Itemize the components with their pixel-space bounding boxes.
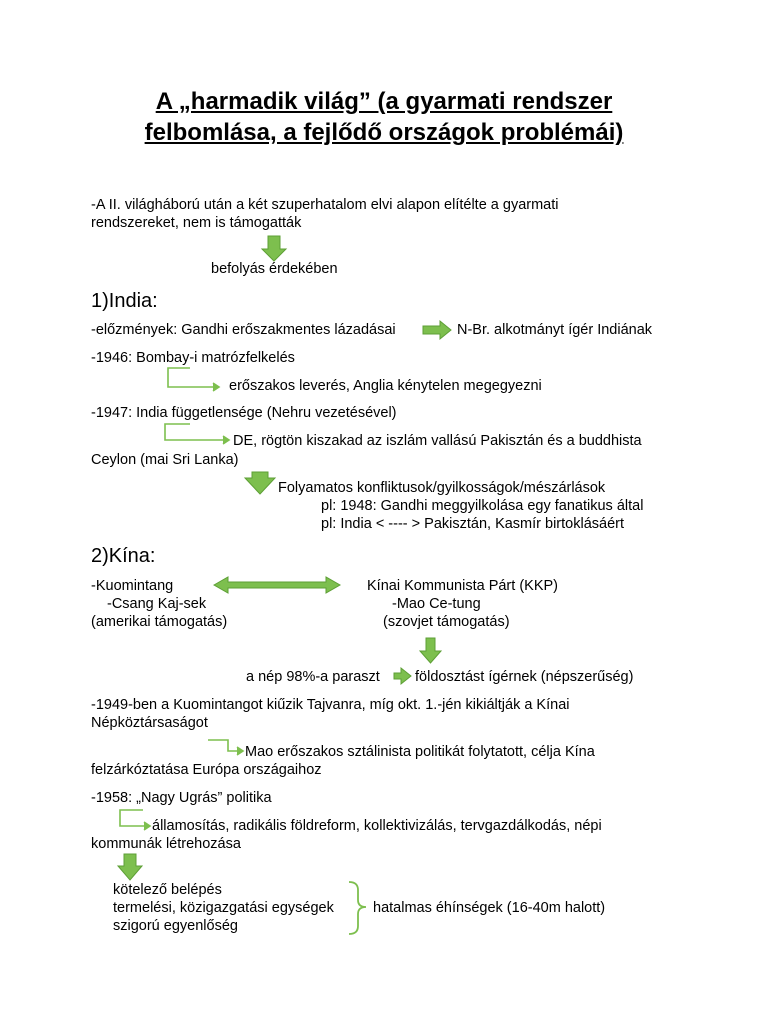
- india-1947-result-1: DE, rögtön kiszakad az iszlám vallású Pakisztán és a buddhista: [233, 433, 642, 449]
- china-peasants: a nép 98%-a paraszt: [246, 669, 380, 685]
- curly-brace-icon: [349, 882, 366, 934]
- china-land-promise: földosztást ígérnek (népszerűség): [415, 669, 634, 685]
- china-famine: hatalmas éhínségek (16-40m halott): [373, 900, 606, 916]
- china-right-3: (szovjet támogatás): [383, 614, 510, 630]
- double-arrow-icon: [214, 577, 340, 593]
- china-1949-line-1: -1949-ben a Kuomintangot kiűzik Tajvanra, míg okt. 1.-jén kikiáltják a Kínai: [91, 697, 570, 713]
- china-1958: -1958: „Nagy Ugrás” politika: [91, 790, 272, 806]
- intro-line-1: -A II. világháború után a két szuperhatalom elvi alapon elítélte a gyarmati: [91, 197, 559, 213]
- china-left-3: (amerikai támogatás): [91, 614, 228, 630]
- elbow-arrow-icon: [208, 740, 243, 755]
- page-title-line-1: A „harmadik világ” (a gyarmati rendszer: [155, 88, 613, 115]
- down-arrow-icon: [245, 472, 275, 494]
- india-1947: -1947: India függetlensége (Nehru vezetésével): [91, 405, 397, 421]
- right-arrow-icon: [394, 668, 411, 684]
- down-arrow-icon: [262, 236, 286, 261]
- india-antecedents: -előzmények: Gandhi erőszakmentes lázadásai: [91, 322, 396, 338]
- china-left-2: -Csang Kaj-sek: [107, 596, 207, 612]
- china-right-1: Kínai Kommunista Párt (KKP): [367, 578, 558, 594]
- china-list-item-1: kötelező belépés: [113, 882, 222, 898]
- india-1946-result: erőszakos leverés, Anglia kénytelen megegyezni: [229, 378, 542, 394]
- down-arrow-icon: [420, 638, 441, 663]
- elbow-arrow-icon: [120, 810, 150, 830]
- intro-result: befolyás érdekében: [211, 261, 338, 277]
- india-heading: 1)India:: [91, 290, 158, 312]
- india-1946: -1946: Bombay-i matrózfelkelés: [91, 350, 295, 366]
- page-title-line-2: felbomlása, a fejlődő országok problémái): [144, 119, 624, 146]
- china-mao-line-2: felzárkóztatása Európa országaihoz: [91, 762, 322, 778]
- india-antecedents-result: N-Br. alkotmányt ígér Indiának: [457, 322, 653, 338]
- intro-line-2: rendszereket, nem is támogatták: [91, 215, 302, 231]
- elbow-arrow-icon: [168, 368, 219, 391]
- india-conflicts: Folyamatos konfliktusok/gyilkosságok/mészárlások: [278, 480, 606, 496]
- down-arrow-icon: [118, 854, 142, 880]
- china-right-2: -Mao Ce-tung: [392, 596, 481, 612]
- india-1947-result-2: Ceylon (mai Sri Lanka): [91, 452, 239, 468]
- china-left-1: -Kuomintang: [91, 578, 174, 594]
- right-arrow-icon: [423, 321, 451, 339]
- china-1949-line-2: Népköztársaságot: [91, 715, 208, 731]
- china-heading: 2)Kína:: [91, 545, 156, 567]
- india-example-2: pl: India < ---- > Pakisztán, Kasmír birtoklásáért: [321, 516, 624, 532]
- china-leap-line-1: államosítás, radikális földreform, kollektivizálás, tervgazdálkodás, népi: [152, 818, 602, 834]
- china-leap-line-2: kommunák létrehozása: [91, 836, 241, 852]
- india-example-1: pl: 1948: Gandhi meggyilkolása egy fanatikus által: [321, 498, 644, 514]
- china-list-item-3: szigorú egyenlőség: [113, 918, 238, 934]
- china-list-item-2: termelési, közigazgatási egységek: [113, 900, 334, 916]
- china-mao-line-1: Mao erőszakos sztálinista politikát folytatott, célja Kína: [245, 744, 595, 760]
- elbow-arrow-icon: [165, 424, 229, 444]
